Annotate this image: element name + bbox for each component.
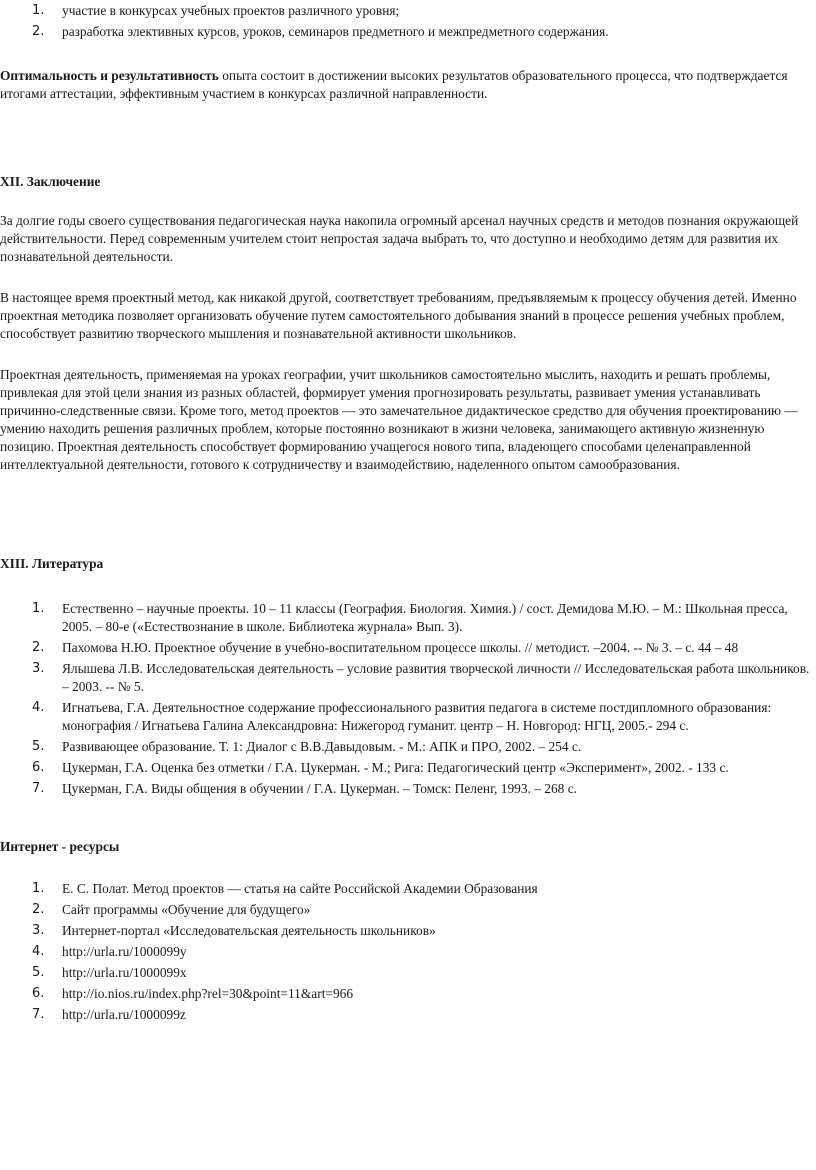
internet-item-text: http://urla.ru/1000099z bbox=[62, 1007, 186, 1022]
literature-item-text: Естественно – научные проекты. 10 – 11 классы (География. Биология. Химия.) / сост. Демидова М.Ю. – М.: Школьная пресса, 2005. – 80-е («Естествознание в школе. Библиотека журнала» Вып. 3). bbox=[62, 601, 788, 634]
literature-item-text: Развивающее образование. Т. 1: Диалог с В.В.Давыдовым. - М.: АПК и ПРО, 2002. – 254 с. bbox=[62, 739, 582, 754]
list-number: 7. bbox=[32, 781, 45, 796]
internet-item-text: Сайт программы «Обучение для будущего» bbox=[62, 902, 311, 917]
conclusion-heading: XII. Заключение bbox=[0, 174, 101, 189]
list-item-text: участие в конкурсах учебных проектов различного уровня; bbox=[62, 3, 400, 18]
internet-item bbox=[0, 922, 812, 940]
list-number: 6. bbox=[32, 986, 45, 1001]
internet-item-text: Интернет-портал «Исследовательская деятельность школьников» bbox=[62, 923, 436, 938]
conclusion-paragraph: В настоящее время проектный метод, как никакой другой, соответствует требованиям, предъявляемым к процессу обучения детей. Именно проектная методика позволяет организовать обучение путем самостоятельного добывания знаний в процессе решения учебных проблем, способствует развитию творческого мышления и познавательной активности школьников. bbox=[0, 290, 797, 341]
conclusion-paragraph-2-block bbox=[0, 289, 812, 343]
internet-item bbox=[0, 1006, 812, 1024]
optimality-block bbox=[0, 67, 812, 103]
list-number: 1. bbox=[32, 3, 45, 18]
literature-list bbox=[0, 600, 812, 798]
literature-item bbox=[0, 738, 812, 756]
list-number: 2. bbox=[32, 902, 45, 917]
literature-item bbox=[0, 639, 812, 657]
list-number: 1. bbox=[32, 601, 45, 616]
literature-item-text: Цукерман, Г.А. Оценка без отметки / Г.А. Цукерман. - М.; Рига: Педагогический центр «Эксперимент», 2002. - 133 с. bbox=[62, 760, 729, 775]
list-item bbox=[0, 23, 812, 41]
literature-item bbox=[0, 600, 812, 636]
optimality-text: опыта состоит в достижении высоких результатов образовательного процесса, что подтверждается итогами аттестации, эффективным участием в конкурсах различной направленности. bbox=[0, 68, 788, 101]
conclusion-paragraph: За долгие годы своего существования педагогическая наука накопила огромный арсенал научных средств и методов познания окружающей действительности. Перед современным учителем стоит непростая задача выбрать то, что доступно и необходимо детям для развития их познавательной деятельности. bbox=[0, 213, 799, 264]
conclusion-paragraph: Проектная деятельность, применяемая на уроках географии, учит школьников самостоятельно мыслить, находить и решать проблемы, привлекая для этой цели знания из разных областей, формирует умения прогнозировать результаты, развивает умения устанавливать причинно-следственные связи. Кроме того, метод проектов — это замечательное дидактическое средство для обучения проектированию — умению находить решения различных проблем, которые постоянно возникают в жизни человека, занимающего активную жизненную позицию. Проектная деятельность способствует формированию учащегося нового типа, владеющего способами целенаправленной интеллектуальной деятельности, готового к сотрудничеству и взаимодействию, наделенного опытом самообразования. bbox=[0, 367, 798, 472]
internet-heading: Интернет - ресурсы bbox=[0, 839, 120, 854]
literature-item bbox=[0, 660, 812, 696]
internet-item bbox=[0, 943, 812, 961]
conclusion-paragraph-3-block bbox=[0, 366, 812, 474]
list-number: 1. bbox=[32, 881, 45, 896]
list-number: 5. bbox=[32, 965, 45, 980]
optimality-paragraph bbox=[0, 67, 812, 103]
literature-item-text: Цукерман, Г.А. Виды общения в обучении / Г.А. Цукерман. – Томск: Пеленг, 1993. – 268 с. bbox=[62, 781, 577, 796]
internet-list-block bbox=[0, 880, 812, 1027]
literature-item bbox=[0, 780, 812, 798]
internet-heading-block bbox=[0, 838, 812, 856]
internet-item-text: http://urla.ru/1000099y bbox=[62, 944, 187, 959]
list-number: 4. bbox=[32, 700, 45, 715]
internet-item-text: Е. С. Полат. Метод проектов — статья на сайте Российской Академии Образования bbox=[62, 881, 538, 896]
literature-item-text: Ялышева Л.В. Исследовательская деятельность – условие развития творческой личности // Исследовательская работа школьников. – 2003. -- № 5. bbox=[62, 661, 810, 694]
conclusion-paragraph-1-block bbox=[0, 212, 812, 266]
list-number: 3. bbox=[32, 923, 45, 938]
literature-item bbox=[0, 759, 812, 777]
top-list bbox=[0, 2, 812, 41]
internet-item bbox=[0, 985, 812, 1003]
internet-item bbox=[0, 964, 812, 982]
optimality-lead: Оптимальность и результативность bbox=[0, 68, 219, 83]
list-number: 3. bbox=[32, 661, 45, 676]
literature-heading-block bbox=[0, 555, 812, 573]
top-list-block bbox=[0, 2, 812, 44]
literature-item bbox=[0, 699, 812, 735]
literature-heading: XIII. Литература bbox=[0, 556, 104, 571]
list-number: 6. bbox=[32, 760, 45, 775]
list-number: 2. bbox=[32, 640, 45, 655]
internet-list bbox=[0, 880, 812, 1024]
internet-item-text: http://io.nios.ru/index.php?rel=30&point=11&art=966 bbox=[62, 986, 354, 1001]
internet-item bbox=[0, 880, 812, 898]
list-number: 5. bbox=[32, 739, 45, 754]
literature-list-block bbox=[0, 600, 812, 801]
list-item-text: разработка элективных курсов, уроков, семинаров предметного и межпредметного содержания. bbox=[62, 24, 609, 39]
internet-item-text: http://urla.ru/1000099x bbox=[62, 965, 187, 980]
conclusion-heading-block bbox=[0, 173, 812, 191]
internet-item bbox=[0, 901, 812, 919]
literature-item-text: Игнатьева, Г.А. Деятельностное содержание профессионального развития педагога в системе постдипломного образования: монография / Игнатьева Галина Александровна: Нижегород гуманит. центр – Н. Новгород: НГЦ, 2005.- 294 с. bbox=[62, 700, 772, 733]
list-number: 2. bbox=[32, 24, 45, 39]
list-item bbox=[0, 2, 812, 20]
list-number: 7. bbox=[32, 1007, 45, 1022]
literature-item-text: Пахомова Н.Ю. Проектное обучение в учебно-воспитательном процессе школы. // методист. –2004. -- № 3. – с. 44 – 48 bbox=[62, 640, 739, 655]
list-number: 4. bbox=[32, 944, 45, 959]
